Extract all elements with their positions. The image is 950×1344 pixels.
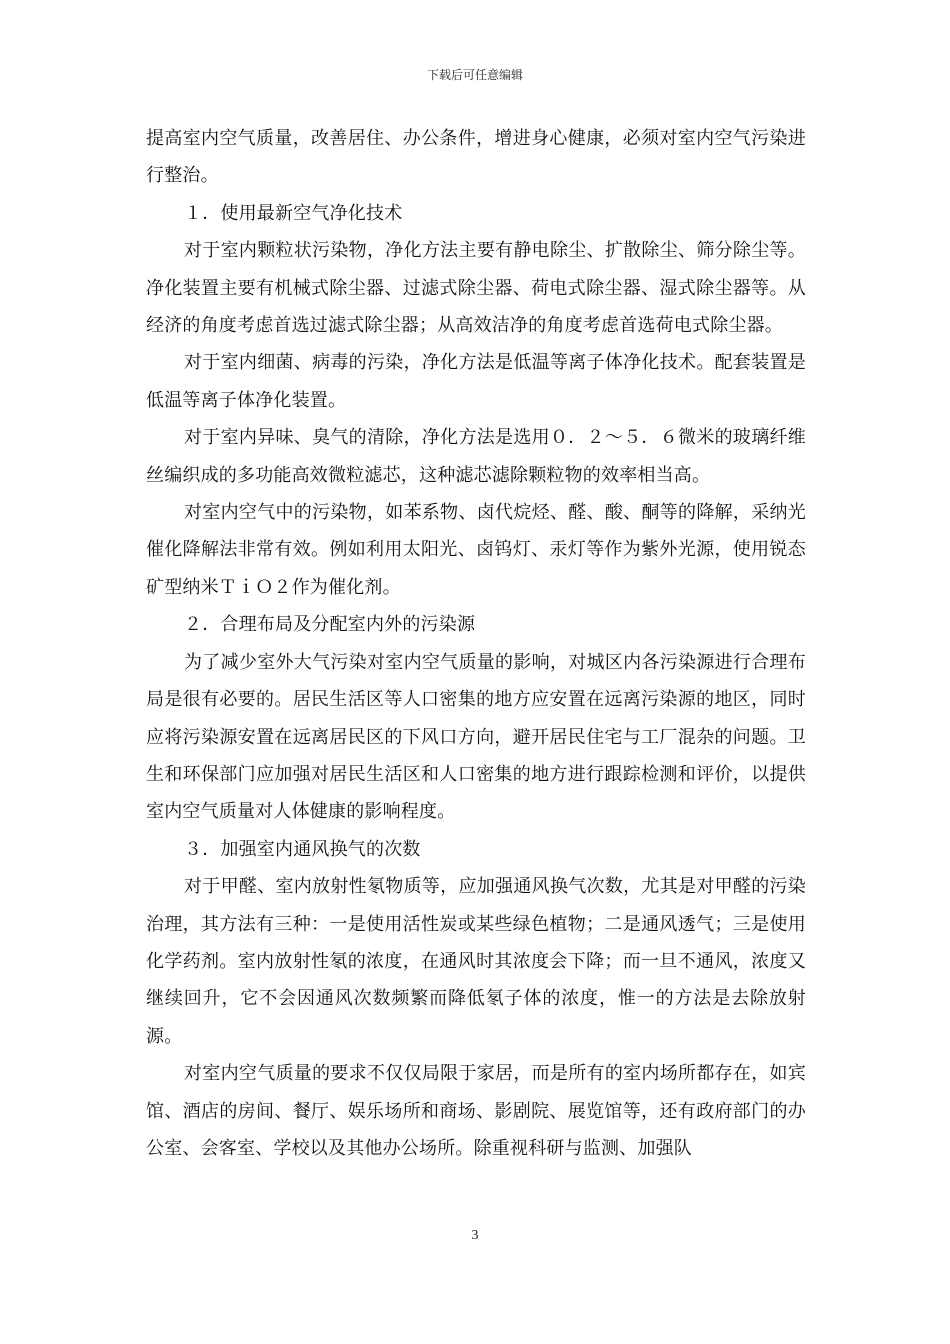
page-number: 3: [471, 1228, 479, 1243]
document-body: [146, 120, 806, 1167]
paragraph: 为了减少室外大气污染对室内空气质量的影响，对城区内各污染源进行合理布局是很有必要的。居民生活区等人口密集的地方应安置在远离污染源的地区，同时应将污染源安置在远离居民区的下风口方向，避开居民住宅与工厂混杂的问题。卫生和环保部门应加强对居民生活区和人口密集的地方进行跟踪检测和评价，以提供室内空气质量对人体健康的影响程度。: [146, 651, 806, 823]
paragraph: 对于甲醛、室内放射性氡物质等，应加强通风换气次数，尤其是对甲醛的污染治理，其方法有三种：一是使用活性炭或某些绿色植物；二是通风透气；三是使用化学药剂。室内放射性氡的浓度，在通风时其浓度会下降；而一旦不通风，浓度又继续回升，它不会因通风次数频繁而降低氡子体的浓度，惟一的方法是去除放射源。: [146, 876, 806, 1047]
section-heading: ２．合理布局及分配室内外的污染源: [184, 614, 476, 636]
paragraph: 对于室内细菌、病毒的污染，净化方法是低温等离子体净化技术。配套装置是低温等离子体净化装置。: [146, 352, 806, 411]
paragraph: 对室内空气质量的要求不仅仅局限于家居，而是所有的室内场所都存在，如宾馆、酒店的房间、餐厅、娱乐场所和商场、影剧院、展览馆等，还有政府部门的办公室、会客室、学校以及其他办公场所。除重视科研与监测、加强队: [146, 1063, 806, 1159]
section-heading: １．使用最新空气净化技术: [184, 202, 403, 224]
section-heading: ３．加强室内通风换气的次数: [184, 838, 421, 860]
paragraph: 提高室内空气质量，改善居住、办公条件，增进身心健康，必须对室内空气污染进行整治。: [146, 128, 806, 187]
paragraph: 对于室内异味、臭气的清除，净化方法是选用０．２～５．６微米的玻璃纤维丝编织成的多功能高效微粒滤芯，这种滤芯滤除颗粒物的效率相当高。: [146, 427, 806, 486]
paragraph: 对于室内颗粒状污染物，净化方法主要有静电除尘、扩散除尘、筛分除尘等。净化装置主要有机械式除尘器、过滤式除尘器、荷电式除尘器、湿式除尘器等。从经济的角度考虑首选过滤式除尘器；从高效洁净的角度考虑首选荷电式除尘器。: [146, 240, 806, 337]
page-header: 下载后可任意编辑: [426, 68, 523, 82]
paragraph: 对室内空气中的污染物，如苯系物、卤代烷烃、醛、酸、酮等的降解，采纳光催化降解法非常有效。例如利用太阳光、卤钨灯、汞灯等作为紫外光源，使用锐态矿型纳米ＴｉＯ２作为催化剂。: [146, 502, 806, 598]
